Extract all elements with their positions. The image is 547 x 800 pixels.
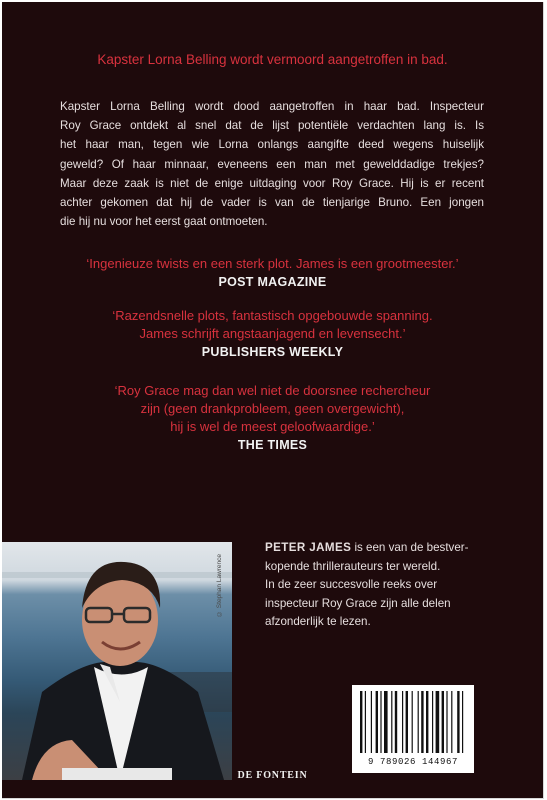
quote-text: zijn (geen drankprobleem, geen overgewicht), [140,401,405,416]
barcode-bar [446,691,447,753]
barcode-bar [457,691,459,753]
barcode-bar [371,691,372,753]
author-bio [265,539,505,632]
photo-credit: © Stephan Lawrence [216,554,223,618]
barcode-bar [380,691,381,753]
bio-line: kopende thrillerauteurs ter wereld. [265,559,441,573]
author-portrait-illustration [2,542,232,780]
barcode-bar [451,691,452,753]
barcode-bar [412,691,413,753]
barcode-bar [426,691,428,753]
quote-text: James schrijft angstaanjagend en levensecht.’ [139,326,406,341]
quote-text: ‘Razendsnelle plots, fantastisch opgebouwde spanning. [112,308,433,323]
barcode-bar [462,691,463,753]
bio-line [265,539,505,558]
barcode-bars [360,691,466,753]
synopsis-line: geweld? Of haar minnaar, eveneens een man met gewelddadige trekjes? [60,157,484,171]
bio-line: afzonderlijk te lezen. [265,615,371,629]
barcode-bar [418,691,419,753]
bio-first-line-text: is een van de bestver- [351,541,469,554]
barcode-bar [395,691,397,753]
isbn-barcode [352,685,474,773]
quote-source: PUBLISHERS WEEKLY [201,345,344,359]
author-name: PETER JAMES [265,541,352,554]
quote-text: ‘Roy Grace mag dan wel niet de doorsnee rechercheur [114,383,431,398]
quote-text: hij is wel de meest geloofwaardige.’ [170,419,375,434]
synopsis-line: die hij nu voor het eerst gaat ontmoeten. [60,215,268,229]
barcode-bar [402,691,403,753]
synopsis-line: Maar deze zaak is niet de enige uitdaging voor Roy Grace. Hij is er recent [60,176,484,190]
author-photo [2,542,232,780]
barcode-bar [365,691,366,753]
synopsis-line: Roy Grace ontdekt al snel dat de lijst potentiële verdachten lang is. Is [60,119,484,133]
barcode-bar [432,691,433,753]
tagline: Kapster Lorna Belling wordt vermoord aangetroffen in bad. [97,52,448,67]
quote-text: ‘Ingenieuze twists en een sterk plot. James is een grootmeester.’ [86,256,459,271]
barcode-bar [442,691,444,753]
barcode-bar [360,691,362,753]
barcode-bar [376,691,378,753]
review-quote-the-times [2,382,543,455]
bio-line: In de zeer succesvolle reeks over [265,578,438,592]
synopsis [60,97,484,231]
quote-source: POST MAGAZINE [218,275,327,289]
bio-line: inspecteur Roy Grace zijn alle delen [265,596,451,610]
isbn-digits: 9 789026 144967 [367,757,458,767]
book-back-cover [2,2,544,799]
review-quote-post-magazine [2,255,543,292]
barcode-bar [391,691,392,753]
barcode-bar [406,691,408,753]
barcode-bar [384,691,388,753]
synopsis-line: het haar man, tegen wie Lorna onlangs aangifte deed wegens huiselijk [60,138,484,152]
barcode-bar [436,691,440,753]
publisher-logo: DE FONTEIN [237,770,308,781]
quote-source: THE TIMES [237,438,308,452]
barcode-bar [421,691,423,753]
review-quote-publishers-weekly [2,307,543,362]
synopsis-line: Kapster Lorna Belling wordt dood aangetroffen in haar bad. Inspecteur [60,100,484,113]
synopsis-line: achter gekomen dat hij de vader is van de tienjarige Bruno. Een jongen [60,196,484,210]
